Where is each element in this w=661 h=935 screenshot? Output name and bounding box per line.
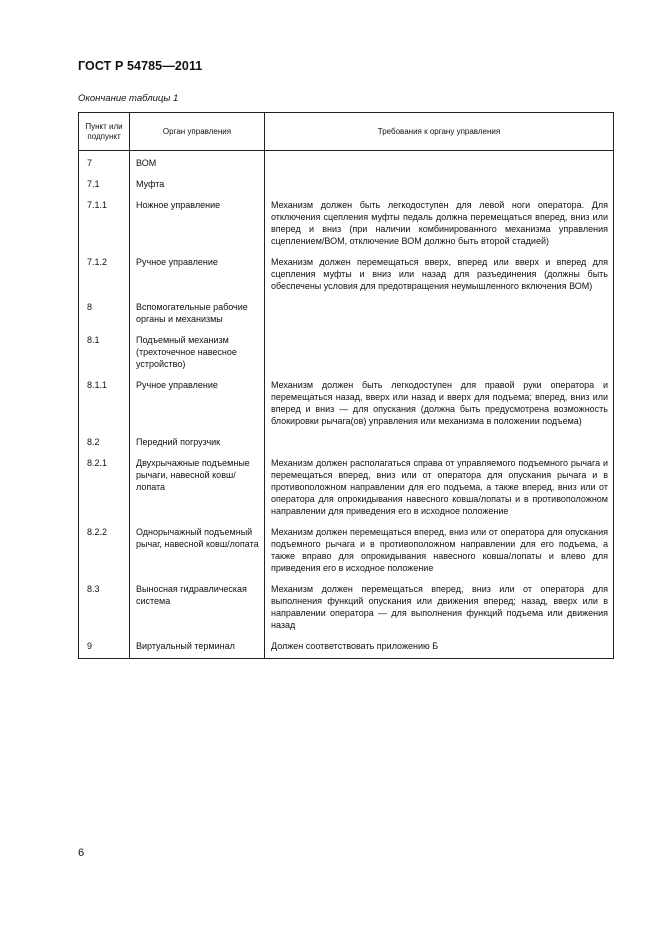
requirement-text: Механизм должен располагаться справа от управляемого подъемного рычага и перемещаться вперед, вниз или от оператора для опускания рычага и в противоположном направлении для его подъема, а также вперед, вниз или от оператора для опрокидывания навесного ковша/лопаты и в противоположном направлении для приведения его в исходное положение [265, 454, 614, 523]
table-header-row [79, 113, 614, 151]
column-header-item: Пункт или подпункт [79, 113, 130, 151]
requirement-text: Должен соответствовать приложению Б [265, 637, 614, 659]
control-name: Муфта [130, 175, 265, 196]
table-row [79, 298, 614, 331]
table-row [79, 376, 614, 433]
table-row [79, 580, 614, 637]
requirement-text: Механизм должен быть легкодоступен для правой руки оператора и перемещаться назад, вверх или назад и вверх для подъема; вперед, вниз или вперед и вниз — для опускания (должна быть предусмотрена возможность блокировки рычага(ов) управления или механизма в положении подъема) [265, 376, 614, 433]
control-name: Виртуальный терминал [130, 637, 265, 659]
requirement-text [265, 331, 614, 376]
control-name: Выносная гидравлическая система [130, 580, 265, 637]
item-number: 8 [79, 298, 130, 331]
requirement-text: Механизм должен быть легкодоступен для левой ноги оператора. Для отключения сцепления муфты педаль должна перемещаться вперед, вниз или вперед и вниз (при наличии комбинированного механизма управления сцеплением/ВОМ, отключение ВОМ должно быть второй стадией) [265, 196, 614, 253]
item-number: 8.2.2 [79, 523, 130, 580]
table-row [79, 523, 614, 580]
requirement-text: Механизм должен перемещаться вперед, вниз или от оператора для выполнения функций опускания или движения вперед; назад, вверх или в направлении оператора — для выполнения функций подъема или движения назад [265, 580, 614, 637]
control-name: Вспомогательные рабочие органы и механизмы [130, 298, 265, 331]
control-name: ВОМ [130, 154, 265, 175]
table-row [79, 331, 614, 376]
requirements-table [78, 112, 614, 659]
item-number: 7.1 [79, 175, 130, 196]
control-name: Ручное управление [130, 253, 265, 298]
control-name: Двухрычажные подъемные рычаги, навесной ковш/лопата [130, 454, 265, 523]
control-name: Ножное управление [130, 196, 265, 253]
item-number: 7 [79, 154, 130, 175]
item-number: 8.2 [79, 433, 130, 454]
control-name: Подъемный механизм (трехточечное навесное устройство) [130, 331, 265, 376]
page-number: 6 [78, 847, 85, 859]
control-name: Однорычажный подъемный рычаг, навесной ковш/лопата [130, 523, 265, 580]
requirement-text [265, 154, 614, 175]
table-row [79, 433, 614, 454]
column-header-control: Орган управления [130, 113, 265, 151]
table-row [79, 253, 614, 298]
item-number: 7.1.2 [79, 253, 130, 298]
table-row [79, 454, 614, 523]
item-number: 8.2.1 [79, 454, 130, 523]
item-number: 9 [79, 637, 130, 659]
requirement-text: Механизм должен перемещаться вперед, вниз или от оператора для опускания подъемного рычага и в противоположном направлении для его подъема, а также вправо для опрокидывания навесного ковша/лопаты и влево для приведения его в исходное положение [265, 523, 614, 580]
requirement-text [265, 298, 614, 331]
table-row [79, 175, 614, 196]
item-number: 8.1.1 [79, 376, 130, 433]
table-row [79, 196, 614, 253]
requirement-text [265, 433, 614, 454]
item-number: 8.3 [79, 580, 130, 637]
item-number: 7.1.1 [79, 196, 130, 253]
item-number: 8.1 [79, 331, 130, 376]
requirement-text [265, 175, 614, 196]
table-row [79, 154, 614, 175]
control-name: Ручное управление [130, 376, 265, 433]
standard-designation: ГОСТ Р 54785—2011 [78, 59, 203, 73]
control-name: Передний погрузчик [130, 433, 265, 454]
requirement-text: Механизм должен перемещаться вверх, вперед или вверх и вперед для сцепления муфты и вниз или назад для разъединения (должны быть обеспечены условия для предотвращения неумышленного включения ВОМ) [265, 253, 614, 298]
table-caption: Окончание таблицы 1 [78, 93, 179, 104]
column-header-requirement: Требования к органу управления [265, 113, 614, 151]
table-row [79, 637, 614, 659]
